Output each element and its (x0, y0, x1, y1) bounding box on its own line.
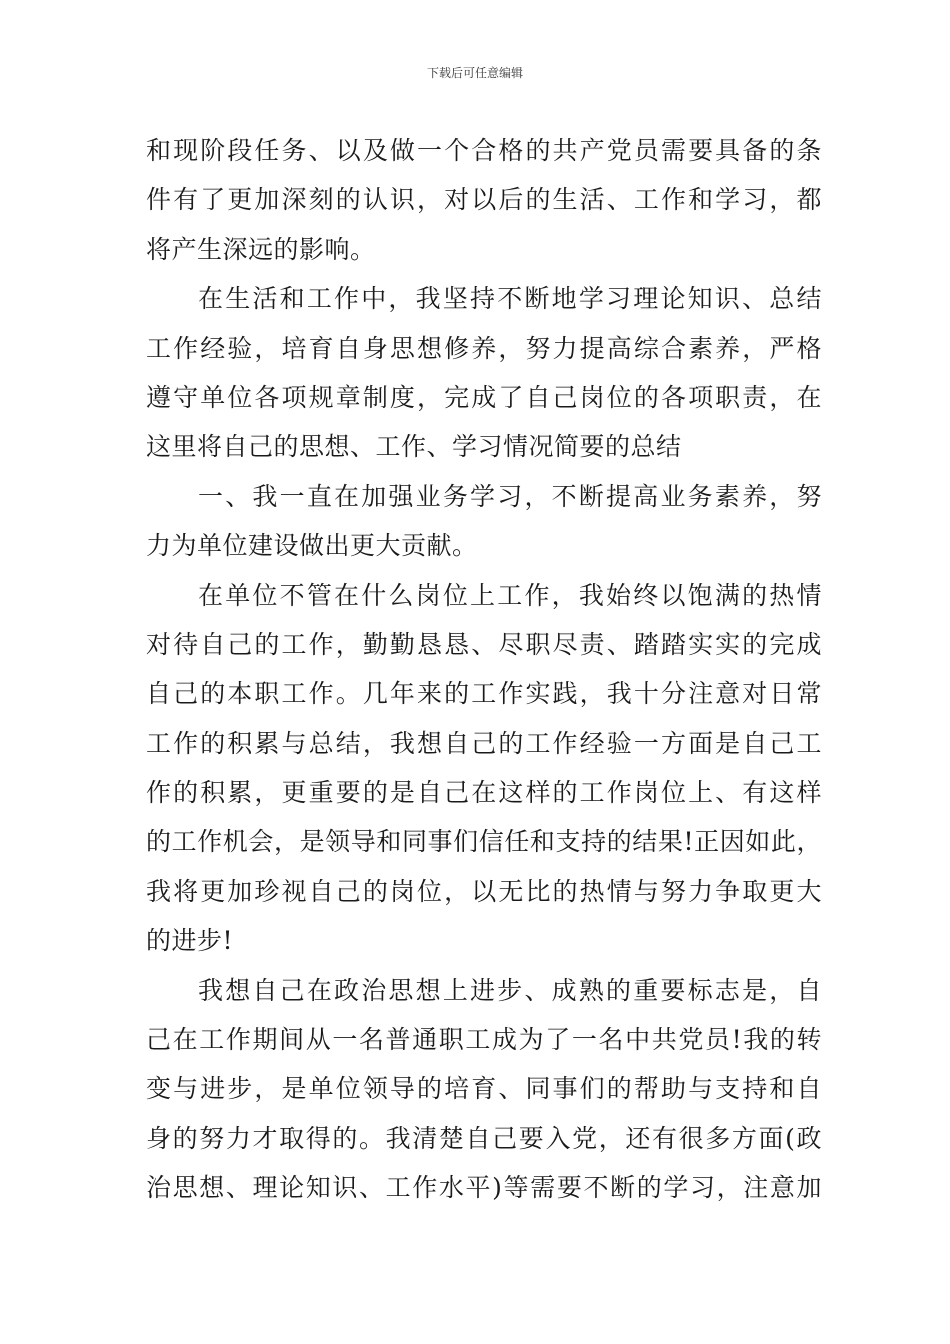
text-line: 力为单位建设做出更大贡献。 (146, 531, 478, 561)
text-line: 作的积累，更重要的是自己在这样的工作岗位上、有这样 (146, 778, 822, 808)
text-line: 变与进步，是单位领导的培育、同事们的帮助与支持和自 (146, 1074, 822, 1104)
text-line: 件有了更加深刻的认识，对以后的生活、工作和学习，都 (146, 185, 822, 215)
text-line: 身的努力才取得的。我清楚自己要入党，还有很多方面(政 (146, 1123, 822, 1153)
text-line: 治思想、理论知识、工作水平)等需要不断的学习，注意加 (146, 1173, 822, 1203)
text-line: 在单位不管在什么岗位上工作，我始终以饱满的热情 (198, 580, 822, 610)
text-line: 一、我一直在加强业务学习，不断提高业务素养，努 (198, 481, 822, 511)
text-line: 的工作机会，是领导和同事们信任和支持的结果!正因如此， (146, 827, 822, 857)
paragraph (146, 274, 822, 472)
text-line: 自己的本职工作。几年来的工作实践，我十分注意对日常 (146, 679, 822, 709)
text-line: 和现阶段任务、以及做一个合格的共产党员需要具备的条 (146, 136, 822, 165)
paragraph (146, 126, 822, 274)
text-line: 遵守单位各项规章制度，完成了自己岗位的各项职责，在 (146, 382, 822, 412)
text-line: 的进步! (146, 926, 234, 956)
text-line: 这里将自己的思想、工作、学习情况简要的总结 (146, 432, 682, 462)
text-line: 对待自己的工作，勤勤恳恳、尽职尽责、踏踏实实的完成 (146, 629, 822, 659)
page-header: 下载后可任意编辑 (426, 66, 523, 80)
document-body (146, 126, 822, 1213)
text-line: 工作经验，培育自身思想修养，努力提高综合素养，严格 (146, 333, 822, 363)
text-line: 在生活和工作中，我坚持不断地学习理论知识、总结 (198, 284, 822, 314)
paragraph (146, 472, 822, 571)
text-line: 我想自己在政治思想上进步、成熟的重要标志是，自 (198, 975, 822, 1005)
text-line: 己在工作期间从一名普通职工成为了一名中共党员!我的转 (146, 1025, 822, 1055)
text-line: 工作的积累与总结，我想自己的工作经验一方面是自己工 (146, 728, 822, 758)
text-line: 我将更加珍视自己的岗位，以无比的热情与努力争取更大 (146, 876, 822, 906)
text-line: 将产生深远的影响。 (146, 234, 376, 264)
paragraph (146, 571, 822, 966)
paragraph (146, 966, 822, 1213)
